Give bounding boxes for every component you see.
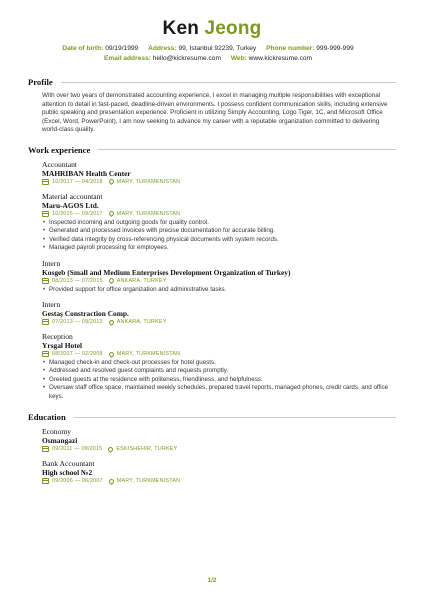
dob-value: 09/19/1999 — [105, 45, 139, 52]
calendar-icon — [42, 278, 49, 284]
entry-location: ANKARA, TURKEY — [116, 277, 167, 284]
entry-meta — [42, 350, 396, 358]
entry-title: Intern — [42, 258, 61, 268]
first-name: Ken — [162, 18, 200, 39]
entry-meta — [42, 445, 396, 453]
entry-meta — [42, 210, 396, 218]
dob-label: Date of birth: — [62, 45, 104, 52]
page-number: 1/2 — [207, 577, 217, 584]
entry-bullets — [42, 286, 396, 294]
entry-title: Intern — [42, 300, 61, 309]
bullet-item: • Managed payroll processing for employees. — [42, 244, 396, 252]
calendar-icon — [42, 319, 49, 325]
entry — [42, 300, 396, 326]
location-pin-icon — [108, 277, 115, 284]
education-heading: Education — [28, 411, 396, 423]
address-label: Address: — [148, 45, 177, 52]
entry-dates: 10/2017 — 04/2018 — [52, 178, 103, 185]
web-value[interactable]: www.kickresume.com — [248, 55, 313, 62]
bullet-item: • Greeted guests at the residence with politeness, friendliness, and helpfulness. — [42, 376, 396, 384]
entry-title: Material accountant — [42, 191, 103, 201]
entry-meta — [42, 277, 396, 285]
section-divider — [61, 82, 396, 83]
entry-organization: Gestaş Constraction Comp. — [42, 309, 129, 318]
location-pin-icon — [108, 350, 115, 357]
candidate-name — [28, 0, 396, 40]
last-name: Jeong — [204, 18, 262, 39]
entry-location: MARY, TURKMENISTAN — [116, 210, 181, 217]
entry-location: ANKARA, TURKEY — [116, 319, 167, 325]
entry — [42, 427, 396, 453]
web-label: Web: — [230, 55, 247, 62]
entry-title: Bank Accountant — [42, 459, 95, 469]
entry — [42, 160, 396, 186]
calendar-icon — [42, 446, 49, 452]
entry — [42, 259, 396, 294]
entry-organization: High school №2 — [42, 468, 93, 478]
entry — [42, 459, 396, 485]
entry-organization: Maru-AGOS Ltd. — [42, 200, 99, 210]
location-pin-icon — [108, 210, 115, 217]
entry-location: ESKISHEHIR, TURKEY — [116, 446, 178, 453]
entry-bullets — [42, 359, 396, 401]
email-label: Email address: — [103, 55, 151, 62]
profile-text: With over two years of demonstrated accounting experience, I excel in managing multiple responsibilities with exceptional attention to detail in fast-paced, deadline-driven environments. I possess confident communication skills, including extensive public speaking and presentation experience. Proficient in utilizing Simply Accounting, Logo Tiger, 1C, and Microsoft Office (Excel, Word, PowerPoint), I am now seeking to advance my career with a reputable organization committed to delivering world-class quality. — [42, 92, 388, 134]
education-entries — [28, 427, 396, 485]
bullet-item: • Provided support for office organization and administrative tasks. — [42, 286, 396, 294]
location-pin-icon — [108, 178, 115, 185]
bullet-item: • Verified data integrity by cross-referencing physical documents with system records. — [42, 236, 396, 244]
entry-meta — [42, 178, 396, 186]
contact-line-2 — [28, 54, 396, 64]
entry-location: MARY, TURKMENISTAN — [116, 478, 181, 485]
email-value[interactable]: hello@kickresume.com — [152, 55, 221, 62]
address-value: 99, Istanbul 92239, Turkey — [178, 45, 257, 52]
calendar-icon — [42, 179, 49, 185]
entry-dates: 08/2013 — 07/2015 — [52, 277, 103, 284]
education-section — [28, 411, 396, 485]
location-pin-icon — [107, 445, 114, 452]
entry-organization: Kosgeb (Small and Medium Enterprises Development Organization of Turkey) — [42, 267, 291, 277]
profile-heading: Profile — [28, 76, 396, 88]
entry-organization: Osmangazi — [42, 436, 78, 446]
entry-title: Economy — [42, 427, 72, 437]
entry-organization: Yrsgal Hotel — [42, 341, 83, 350]
section-divider — [98, 149, 396, 150]
contact-info — [28, 44, 396, 64]
phone-label: Phone number: — [266, 45, 315, 52]
profile-section — [28, 76, 396, 135]
entry-dates: 07/2013 — 09/2013 — [52, 319, 103, 325]
entry — [42, 332, 396, 401]
bullet-item: • Addressed and resolved guest complaints and requests promptly. — [42, 367, 396, 375]
section-divider — [74, 417, 396, 418]
calendar-icon — [42, 211, 49, 217]
entry-meta — [42, 318, 396, 326]
bullet-item: • Oversaw staff office space, maintained weekly schedules, prepared travel reports, managed phones, credit cards, and office keys. — [42, 384, 396, 401]
bullet-item: • Inspected incoming and outgoing goods for quality control. — [42, 219, 396, 227]
entry-title: Reception — [42, 332, 73, 341]
bullet-item: • Managed check-in and check-out processes for hotel guests. — [42, 359, 396, 367]
calendar-icon — [42, 351, 49, 357]
entry-meta — [42, 477, 396, 485]
entry-bullets — [42, 219, 396, 253]
entry-dates: 10/2015 — 09/2017 — [52, 210, 103, 217]
entry-title: Accountant — [42, 159, 78, 169]
entry-dates: 09/2006 — 06/2007 — [52, 478, 103, 485]
location-pin-icon — [108, 477, 115, 484]
work-section — [28, 144, 396, 401]
work-entries — [28, 160, 396, 401]
entry-location: MARY, TURKMENISTAN — [116, 351, 181, 357]
location-pin-icon — [108, 318, 115, 325]
bullet-item: • Generated and processed invoices with precise documentation for accurate billing. — [42, 227, 396, 235]
contact-line-1 — [28, 44, 396, 54]
entry-location: MARY, TURKMENISTAN — [116, 178, 181, 185]
entry-dates: 09/2011 — 09/2015 — [52, 446, 103, 453]
calendar-icon — [42, 478, 49, 484]
entry-dates: 08/2007 — 02/2009 — [52, 351, 103, 357]
phone-value: 999-999-999 — [316, 45, 354, 52]
entry-organization: MAHRIBAN Health Center — [42, 168, 131, 178]
work-heading: Work experience — [28, 144, 396, 156]
entry — [42, 192, 396, 253]
